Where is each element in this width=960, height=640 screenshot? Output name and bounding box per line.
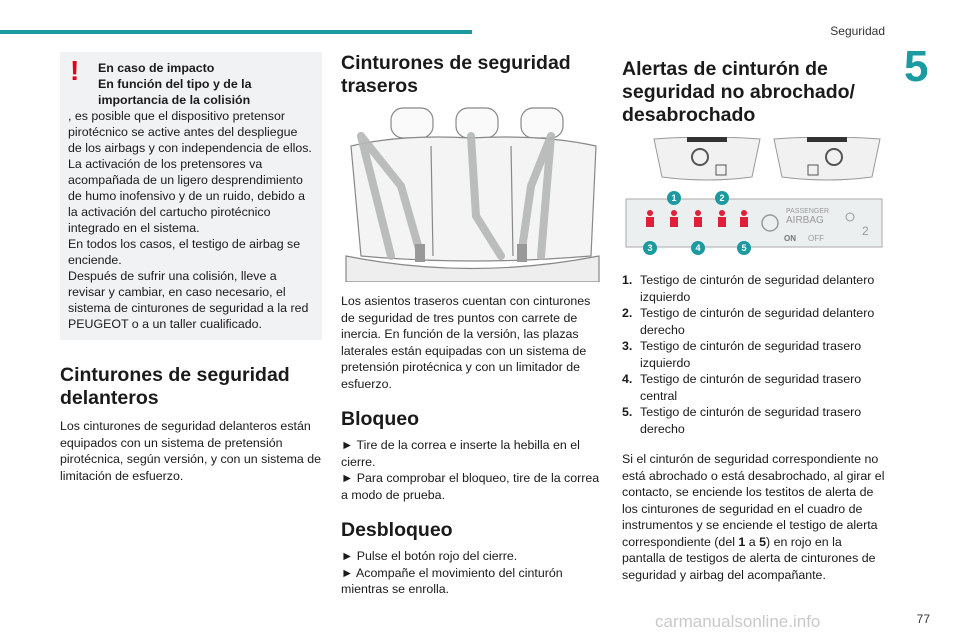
- callout-1: 1: [671, 193, 677, 203]
- callout-5: 5: [741, 243, 747, 253]
- panel-airbag-label: AIRBAG: [786, 215, 824, 226]
- rear-belts-heading: Cinturones de seguridad traseros: [341, 52, 571, 97]
- locking-step-2: ► Para comprobar el bloqueo, tire de la correa a modo de prueba.: [341, 471, 600, 502]
- list-item: 3. Testigo de cinturón de seguridad trasero izquierdo: [622, 339, 862, 370]
- instrument-cluster-lamps: [652, 137, 886, 183]
- warning-paragraph-2: En todos los casos, el testigo de airbag se enciende.: [68, 237, 301, 267]
- instrument-lamp-1: [652, 137, 762, 183]
- panel-off-label: OFF: [808, 234, 824, 243]
- panel-number-label: 2: [862, 224, 869, 238]
- seatbelt-lamp-4-icon: [718, 210, 726, 227]
- front-belts-text: Los cinturones de seguridad delanteros están equipados con un sistema de pretensión pirotécnica, según versión, y con un sistema de limitación de esfuerzo.: [60, 419, 322, 483]
- rear-belts-text: Los asientos traseros cuentan con cinturones de seguridad de tres puntos con carrete de inercia. En función de la versión, las plazas laterales están equipadas con un sistema de pretensión pirotécnica y con un limitador de esfuerzo.: [341, 294, 591, 391]
- warning-lead: En función del tipo y de la importancia de la colisión: [98, 77, 252, 107]
- header-accent-bar: [0, 30, 472, 34]
- column-right: [622, 52, 886, 583]
- warning-box: [60, 52, 322, 340]
- front-belts-heading: Cinturones de seguridad delanteros: [60, 364, 290, 409]
- warning-exclamation-icon: !: [70, 55, 80, 86]
- list-item: 4. Testigo de cinturón de seguridad trasero central: [622, 372, 862, 403]
- seatbelt-lamp-3-icon: [694, 210, 702, 227]
- unlocking-heading: Desbloqueo: [341, 519, 453, 541]
- warning-body: [68, 76, 314, 332]
- unlocking-step-1: ► Pulse el botón rojo del cierre.: [341, 549, 518, 563]
- seatbelt-airbag-warning-panel: [624, 191, 884, 255]
- alerts-text: Si el cinturón de seguridad correspondiente no está abrochado o está desabrochado, al girar el contacto, se enciende los testitos de alerta de los cinturones de seguridad en el cuadro de instrumentos y se enciende el testigo de alerta correspondiente (del 1 a 5) en rojo en la pantalla de testigos de alerta de cinturones de seguridad y airbag del acompañante.: [622, 452, 885, 582]
- alerts-heading: Alertas de cinturón de seguridad no abrochado/ desabrochado: [622, 58, 855, 126]
- warning-paragraph-1: , es posible que el dispositivo pretensor pirotécnico se active antes del despliegue de los airbags y con independencia de ellos. La activación de los pretensores va acompañada de un ligero desprendimiento de humo inofensivo y de un ruido, debido a la activación del cartucho pirotécnico integrado en el sistema.: [68, 109, 312, 235]
- warning-paragraph-3: Después de sufrir una colisión, lleve a revisar y cambiar, en caso necesario, el sistema de cinturones de seguridad a la red PEUGEOT o a un taller cualificado.: [68, 269, 309, 331]
- page-number: 77: [916, 612, 930, 626]
- panel-passenger-label: PASSENGER: [786, 208, 830, 215]
- alerts-legend: [622, 272, 886, 437]
- unlocking-step-2: ► Acompañe el movimiento del cinturón mientras se enrolla.: [341, 565, 563, 596]
- watermark: carmanualsonline.info: [655, 612, 821, 631]
- seatbelt-lamp-2-icon: [670, 210, 678, 227]
- locking-heading: Bloqueo: [341, 408, 419, 430]
- column-left: [60, 52, 322, 484]
- callout-2: 2: [719, 193, 725, 203]
- seatbelt-lamp-1-icon: [646, 210, 654, 227]
- list-item: 5. Testigo de cinturón de seguridad trasero derecho: [622, 405, 862, 436]
- warning-title: En caso de impacto: [98, 61, 215, 75]
- locking-step-1: ► Tire de la correa e inserte la hebilla en el cierre.: [341, 438, 580, 469]
- callout-3: 3: [647, 243, 653, 253]
- instrument-lamp-2: [772, 137, 882, 183]
- column-middle: [341, 52, 603, 598]
- list-item: 1. Testigo de cinturón de seguridad delantero izquierdo: [622, 273, 875, 304]
- rear-seat-illustration: [341, 106, 603, 282]
- seatbelt-lamp-5-icon: [740, 210, 748, 227]
- chapter-number: 5: [904, 42, 929, 91]
- list-item: 2. Testigo de cinturón de seguridad delantero derecho: [622, 306, 875, 337]
- section-title: Seguridad: [830, 24, 885, 38]
- panel-on-label: ON: [784, 234, 796, 243]
- callout-4: 4: [695, 243, 701, 253]
